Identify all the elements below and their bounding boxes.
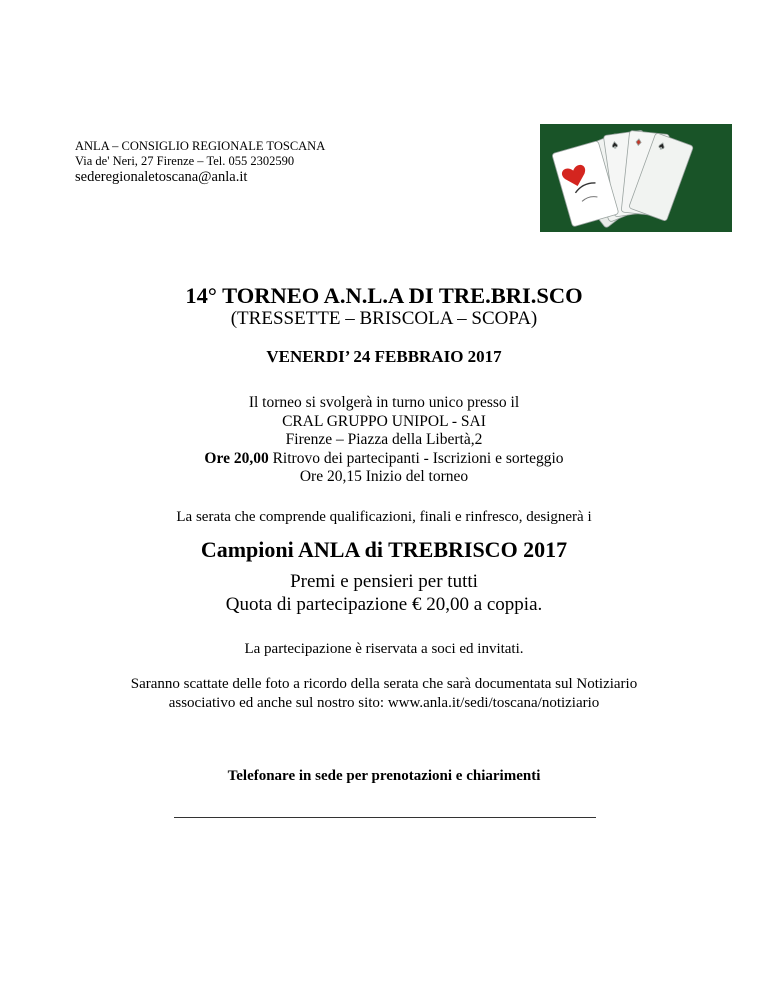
event-details: [0, 394, 768, 487]
details-time-bold: Ore 20,00: [204, 449, 269, 467]
event-subtitle: (TRESSETTE – BRISCOLA – SCOPA): [230, 308, 538, 329]
event-title: 14° TORNEO A.N.L.A DI TRE.BRI.SCO: [185, 283, 583, 308]
prizes-line: Premi e pensieri per tutti: [290, 571, 478, 592]
photos-line-1: Saranno scattate delle foto a ricordo della serata che sarà documentata sul Notiziario: [130, 676, 638, 692]
details-venue: CRAL GRUPPO UNIPOL - SAI: [282, 412, 486, 430]
photos-note: [0, 675, 768, 713]
org-name: ANLA – CONSIGLIO REGIONALE TOSCANA: [75, 139, 326, 153]
champions-heading: Campioni ANLA di TREBRISCO 2017: [200, 537, 568, 562]
org-address: Via de' Neri, 27 Firenze – Tel. 055 2302590: [75, 154, 295, 168]
fee-line: Quota di partecipazione € 20,00 a coppia.: [225, 594, 543, 615]
details-time-text: Ritrovo dei partecipanti - Iscrizioni e sorteggio: [268, 449, 564, 467]
org-email: sederegionaletoscana@anla.it: [75, 169, 248, 185]
event-date: VENERDI’ 24 FEBBRAIO 2017: [266, 347, 502, 366]
intro-text: La serata che comprende qualificazioni, finali e rinfresco, designerà i: [176, 509, 592, 525]
details-address: Firenze – Piazza della Libertà,2: [285, 431, 483, 449]
details-schedule-2: Ore 20,15 Inizio del torneo: [299, 468, 469, 486]
reserved-note: La partecipazione è riservata a soci ed invitati.: [244, 641, 524, 657]
org-header: [75, 139, 325, 186]
prizes-block: [0, 570, 768, 616]
details-schedule-1: [0, 450, 768, 469]
svg-text:♠: ♠: [610, 140, 620, 152]
playing-cards-fan-icon: [540, 124, 732, 232]
svg-text:♦: ♦: [633, 138, 643, 149]
divider-line: [174, 817, 596, 818]
contact-note: Telefonare in sede per prenotazioni e chiarimenti: [227, 768, 541, 784]
photos-line-2: associativo ed anche sul nostro sito: www.anla.it/sedi/toscana/notiziario: [168, 695, 600, 711]
playing-cards-logo: [540, 124, 732, 232]
svg-text:♠: ♠: [655, 141, 667, 154]
details-line-1: Il torneo si svolgerà in turno unico presso il: [248, 394, 520, 411]
